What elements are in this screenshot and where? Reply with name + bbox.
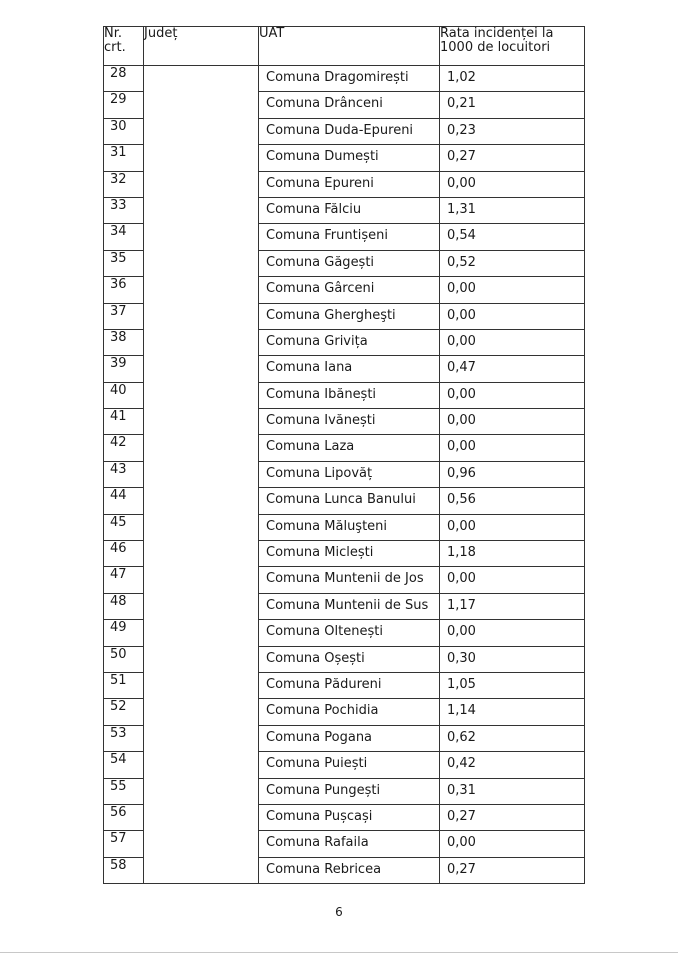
row-nr-cell: 44 <box>104 488 144 514</box>
row-rate-cell: 0,23 <box>440 118 585 144</box>
row-uat-cell: Comuna Oșești <box>259 646 440 672</box>
row-rate-cell: 0,47 <box>440 356 585 382</box>
row-uat-cell: Comuna Măluşteni <box>259 514 440 540</box>
row-uat-cell: Comuna Duda-Epureni <box>259 118 440 144</box>
row-nr-cell: 36 <box>104 277 144 303</box>
row-uat-cell: Comuna Găgești <box>259 250 440 276</box>
row-rate-cell: 0,00 <box>440 409 585 435</box>
row-nr-cell: 34 <box>104 224 144 250</box>
row-rate-cell: 1,17 <box>440 593 585 619</box>
row-nr-cell: 50 <box>104 646 144 672</box>
row-rate-cell: 1,14 <box>440 699 585 725</box>
row-rate-cell: 0,27 <box>440 857 585 883</box>
row-nr-cell: 33 <box>104 197 144 223</box>
row-nr-cell: 32 <box>104 171 144 197</box>
row-rate-cell: 0,00 <box>440 329 585 355</box>
row-uat-cell: Comuna Pușcași <box>259 804 440 830</box>
header-judet: Județ <box>144 27 259 66</box>
row-uat-cell: Comuna Puiești <box>259 752 440 778</box>
row-uat-cell: Comuna Ibănești <box>259 382 440 408</box>
row-nr-cell: 48 <box>104 593 144 619</box>
row-uat-cell: Comuna Miclești <box>259 541 440 567</box>
page-number: 6 <box>335 905 343 919</box>
row-uat-cell: Comuna Gârceni <box>259 277 440 303</box>
header-rate-line2: 1000 de locuitori <box>440 40 551 55</box>
row-uat-cell: Comuna Ghergheşti <box>259 303 440 329</box>
row-uat-cell: Comuna Drânceni <box>259 92 440 118</box>
header-nr-line1: Nr. <box>104 26 123 41</box>
row-rate-cell: 0,27 <box>440 804 585 830</box>
header-rate <box>440 27 585 66</box>
row-nr-cell: 39 <box>104 356 144 382</box>
row-uat-cell: Comuna Epureni <box>259 171 440 197</box>
row-rate-cell: 1,02 <box>440 66 585 92</box>
row-nr-cell: 28 <box>104 66 144 92</box>
row-nr-cell: 45 <box>104 514 144 540</box>
row-rate-cell: 0,30 <box>440 646 585 672</box>
row-uat-cell: Comuna Laza <box>259 435 440 461</box>
row-rate-cell: 0,00 <box>440 277 585 303</box>
row-nr-cell: 47 <box>104 567 144 593</box>
row-rate-cell: 1,05 <box>440 672 585 698</box>
header-nr-line2: crt. <box>104 40 126 55</box>
row-rate-cell: 0,27 <box>440 145 585 171</box>
row-rate-cell: 0,96 <box>440 461 585 487</box>
row-nr-cell: 42 <box>104 435 144 461</box>
row-nr-cell: 56 <box>104 804 144 830</box>
row-rate-cell: 0,21 <box>440 92 585 118</box>
row-uat-cell: Comuna Pogana <box>259 725 440 751</box>
row-rate-cell: 0,00 <box>440 303 585 329</box>
header-rate-line1: Rata incidenței la <box>440 26 554 41</box>
row-nr-cell: 40 <box>104 382 144 408</box>
incidence-table <box>103 26 585 884</box>
row-nr-cell: 49 <box>104 620 144 646</box>
row-uat-cell: Comuna Fălciu <box>259 197 440 223</box>
row-nr-cell: 51 <box>104 672 144 698</box>
row-rate-cell: 0,00 <box>440 435 585 461</box>
row-nr-cell: 52 <box>104 699 144 725</box>
row-uat-cell: Comuna Pădureni <box>259 672 440 698</box>
header-uat: UAT <box>259 27 440 66</box>
row-rate-cell: 0,00 <box>440 514 585 540</box>
row-uat-cell: Comuna Rebricea <box>259 857 440 883</box>
row-nr-cell: 37 <box>104 303 144 329</box>
row-uat-cell: Comuna Iana <box>259 356 440 382</box>
row-rate-cell: 1,18 <box>440 541 585 567</box>
row-uat-cell: Comuna Pungești <box>259 778 440 804</box>
row-nr-cell: 57 <box>104 831 144 857</box>
row-nr-cell: 46 <box>104 541 144 567</box>
row-uat-cell: Comuna Ivănești <box>259 409 440 435</box>
table-header-row <box>104 27 585 66</box>
row-nr-cell: 55 <box>104 778 144 804</box>
row-rate-cell: 0,31 <box>440 778 585 804</box>
row-nr-cell: 30 <box>104 118 144 144</box>
row-rate-cell: 0,62 <box>440 725 585 751</box>
row-uat-cell: Comuna Muntenii de Sus <box>259 593 440 619</box>
row-nr-cell: 35 <box>104 250 144 276</box>
row-uat-cell: Comuna Oltenești <box>259 620 440 646</box>
row-rate-cell: 0,00 <box>440 382 585 408</box>
page-bottom-divider <box>0 952 678 953</box>
row-rate-cell: 0,42 <box>440 752 585 778</box>
row-nr-cell: 29 <box>104 92 144 118</box>
row-rate-cell: 1,31 <box>440 197 585 223</box>
row-uat-cell: Comuna Fruntișeni <box>259 224 440 250</box>
row-rate-cell: 0,56 <box>440 488 585 514</box>
row-nr-cell: 53 <box>104 725 144 751</box>
row-uat-cell: Comuna Rafaila <box>259 831 440 857</box>
row-nr-cell: 38 <box>104 329 144 355</box>
judet-merged-cell <box>144 66 259 884</box>
row-nr-cell: 41 <box>104 409 144 435</box>
row-uat-cell: Comuna Dumești <box>259 145 440 171</box>
table-body <box>104 66 585 884</box>
row-uat-cell: Comuna Dragomirești <box>259 66 440 92</box>
row-uat-cell: Comuna Lipovăț <box>259 461 440 487</box>
row-rate-cell: 0,00 <box>440 171 585 197</box>
row-nr-cell: 54 <box>104 752 144 778</box>
header-nr-crt <box>104 27 144 66</box>
row-nr-cell: 58 <box>104 857 144 883</box>
row-uat-cell: Comuna Pochidia <box>259 699 440 725</box>
row-rate-cell: 0,00 <box>440 831 585 857</box>
table-row <box>104 66 585 92</box>
row-uat-cell: Comuna Lunca Banului <box>259 488 440 514</box>
row-uat-cell: Comuna Muntenii de Jos <box>259 567 440 593</box>
row-rate-cell: 0,54 <box>440 224 585 250</box>
row-nr-cell: 43 <box>104 461 144 487</box>
row-uat-cell: Comuna Grivița <box>259 329 440 355</box>
row-rate-cell: 0,52 <box>440 250 585 276</box>
row-rate-cell: 0,00 <box>440 567 585 593</box>
row-rate-cell: 0,00 <box>440 620 585 646</box>
row-nr-cell: 31 <box>104 145 144 171</box>
